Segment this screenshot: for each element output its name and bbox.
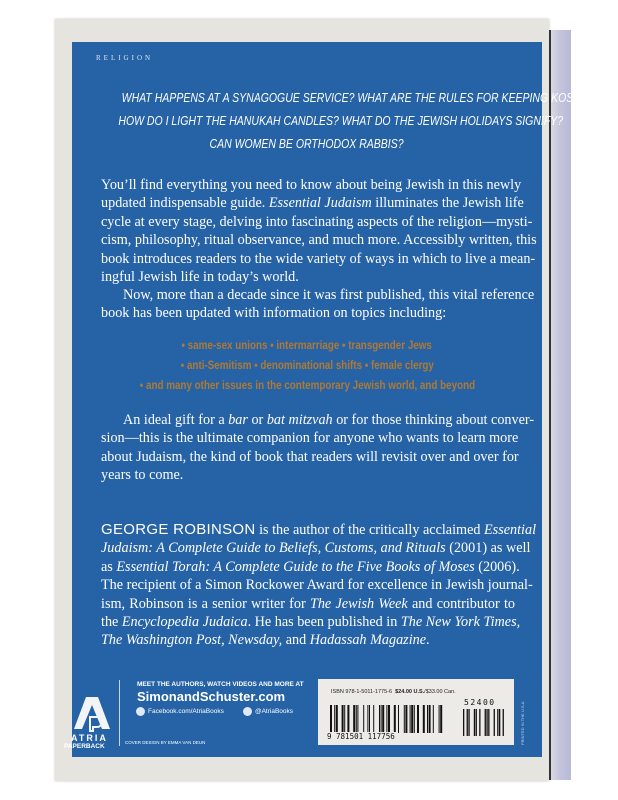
addon-bar	[474, 709, 475, 736]
topic-line	[76, 378, 538, 392]
text-line	[101, 521, 537, 539]
barcode-bar	[353, 705, 355, 733]
text-line	[101, 176, 522, 194]
barcode-bar	[363, 705, 364, 733]
barcode-bar	[334, 705, 335, 733]
barcode-bar	[405, 705, 407, 733]
facebook-link[interactable]	[136, 707, 224, 716]
text-line	[101, 466, 515, 484]
cover-credit: COVER DESIGN BY EMMA VAN DEUN	[125, 740, 206, 745]
addon-bar	[503, 709, 504, 736]
facebook-icon	[136, 707, 145, 716]
text-segment: Hadassah Magazine	[309, 632, 427, 649]
text-segment: Encyclopedia Judaica	[121, 614, 248, 630]
text-segment: or	[247, 412, 267, 428]
text-segment: years to come.	[101, 467, 184, 484]
text-line	[101, 631, 515, 649]
barcode-bar	[330, 705, 332, 733]
barcode-bar	[411, 705, 413, 733]
question-text: CAN WOMEN BE ORTHODOX RABBIS?	[209, 137, 405, 151]
text-segment: book has been updated with information on topics including:	[101, 305, 447, 322]
barcode-bar	[423, 705, 425, 733]
addon-bar	[463, 709, 464, 736]
author-name: GEORGE ROBINSON	[101, 521, 256, 538]
text-segment: Judaism: A Complete Guide to Beliefs, Customs, and Rituals	[101, 540, 446, 557]
text-segment: and	[282, 632, 310, 649]
question-text: HOW DO I LIGHT THE HANUKAH CANDLES? WHAT DO THE JEWISH HOLIDAYS SIGNIFY?	[118, 114, 564, 128]
book-spine	[549, 30, 571, 780]
price-can: /$33.00 Can.	[424, 689, 456, 695]
barcode-digits: 9 781501 117756	[327, 732, 395, 741]
barcode-bar	[427, 705, 428, 733]
addon-bar	[497, 709, 498, 736]
barcode-bar	[373, 705, 374, 733]
barcode-bar	[388, 705, 390, 733]
addon-bar	[476, 709, 477, 736]
barcode-bar	[382, 705, 384, 733]
barcode-bar	[336, 705, 338, 733]
addon-bar	[499, 709, 500, 736]
question-line	[76, 114, 564, 128]
text-segment: cism, philosophy, ritual observance, and much more. Accessibly written, this	[101, 232, 537, 249]
barcode-bar	[439, 705, 440, 733]
barcode-bar	[440, 705, 442, 733]
divider	[119, 680, 120, 746]
text-segment: Essential	[484, 522, 537, 538]
meet-authors-text: MEET THE AUTHORS, WATCH VIDEOS AND MORE AT	[137, 681, 304, 688]
text-segment: illuminates the Jewish life	[371, 195, 524, 212]
text-segment: or for those thinking about conver-	[332, 412, 535, 428]
text-line	[101, 595, 515, 613]
text-line	[101, 304, 515, 322]
text-line	[101, 448, 519, 466]
topic-text: • and many other issues in the contemporary Jewish world, and beyond	[139, 378, 475, 392]
barcode-bar	[342, 705, 344, 733]
text-line	[101, 213, 533, 231]
question-line	[76, 91, 602, 105]
text-segment: updated indispensable guide.	[101, 195, 269, 212]
text-segment: is the author of the critically acclaimed	[255, 522, 485, 538]
barcode-bar	[429, 705, 431, 733]
facebook-text: Facebook.com/AtriaBooks	[148, 708, 224, 716]
twitter-link[interactable]	[243, 707, 293, 716]
barcode-bar	[414, 705, 415, 733]
text-segment: Essential Judaism	[268, 195, 372, 212]
barcode-bar	[417, 705, 419, 733]
text-segment: bat mitzvah	[266, 412, 333, 428]
text-segment: Now, more than a decade since it was first published, this vital reference	[123, 287, 535, 303]
barcode-bar	[357, 705, 358, 733]
addon-bar	[479, 709, 480, 736]
text-segment: as	[101, 558, 117, 575]
text-line	[101, 250, 536, 268]
text-line	[101, 558, 520, 576]
barcode-bar	[356, 705, 357, 733]
addon-bar	[467, 709, 468, 736]
text-segment: The New York Times,	[400, 614, 521, 630]
logo-name: ATRIA	[71, 733, 108, 743]
text-segment: book introduces readers to the wide variety of ways in which to live a mean-	[101, 250, 536, 267]
barcode-bar	[379, 705, 380, 733]
text-segment: (2006).	[474, 558, 520, 575]
text-line	[123, 286, 535, 304]
topic-line	[76, 338, 538, 352]
publisher-site-link[interactable]: SimonandSchuster.com	[137, 689, 286, 704]
text-segment: cycle at every stage, delving into fascinating aspects of the religion—mysti-	[101, 213, 533, 230]
text-line	[101, 539, 531, 557]
barcode-bar	[404, 705, 405, 733]
text-segment: the	[101, 614, 122, 630]
text-line	[123, 411, 535, 429]
text-segment: An ideal gift for a	[123, 412, 229, 428]
barcode-label	[318, 679, 514, 745]
barcode-bar	[369, 705, 370, 733]
text-line	[101, 268, 515, 286]
text-line	[101, 194, 524, 212]
text-segment: ingful Jewish life in today’s world.	[101, 269, 299, 285]
barcode-bar	[398, 705, 399, 733]
text-line	[101, 613, 521, 631]
topic-text: • same-sex unions • intermarriage • transgender Jews	[181, 338, 433, 352]
text-segment: Essential Torah: A Complete Guide to the Five Books of Moses	[116, 558, 475, 575]
text-segment: bar	[228, 412, 248, 428]
text-segment: about Judaism, the kind of book that readers will revisit over and over for	[101, 448, 519, 465]
text-segment: The recipient of a Simon Rockower Award for excellence in Jewish journal-	[101, 577, 533, 594]
barcode-bar	[386, 705, 387, 733]
text-segment: . He has been published in	[247, 614, 401, 630]
logo-sub: PAPERBACK	[64, 743, 105, 750]
barcode-bar	[410, 705, 411, 733]
barcode-bar	[394, 705, 396, 733]
barcode-bar	[381, 705, 382, 733]
barcode-bar	[347, 705, 349, 733]
addon-bar	[488, 709, 489, 736]
price-us: $24.00 U.S.	[395, 689, 425, 695]
question-text: WHAT HAPPENS AT A SYNAGOGUE SERVICE? WHAT ARE THE RULES FOR KEEPING KOSHER?	[121, 91, 602, 105]
text-line	[101, 231, 537, 249]
text-segment: .	[426, 632, 430, 649]
addon-number: 52400	[464, 698, 496, 707]
text-segment: The Jewish Week	[309, 595, 408, 612]
addon-bar	[494, 709, 495, 736]
addon-bar	[485, 709, 486, 736]
text-segment: You’ll find everything you need to know about being Jewish in this newly	[101, 177, 522, 193]
text-segment: ism, Robinson is a senior writer for	[101, 595, 310, 612]
addon-bar	[468, 709, 469, 736]
topic-text: • anti-Semitism • denominational shifts • female clergy	[180, 358, 434, 372]
twitter-text: @AtriaBooks	[255, 708, 294, 716]
printed-in: PRINTED IN THE U.S.A.	[520, 700, 525, 745]
text-segment: sion—this is the ultimate companion for anyone who wants to learn more	[101, 430, 519, 447]
isbn-price	[331, 689, 456, 695]
isbn-text: ISBN 978-1-5011-1775-6	[331, 689, 393, 695]
barcode-bar	[367, 705, 368, 733]
topic-line	[76, 358, 538, 372]
text-segment: and contributor to	[407, 595, 516, 612]
text-line	[101, 576, 533, 594]
barcode-bar	[433, 705, 434, 733]
text-line	[101, 429, 519, 447]
addon-bar	[486, 709, 487, 736]
category-label: RELIGION	[96, 54, 154, 62]
text-segment: The Washington Post, Newsday,	[101, 632, 283, 649]
twitter-icon	[243, 707, 252, 716]
text-segment: (2001) as well	[445, 540, 531, 557]
question-line	[76, 137, 538, 151]
barcode-bar	[344, 705, 345, 733]
